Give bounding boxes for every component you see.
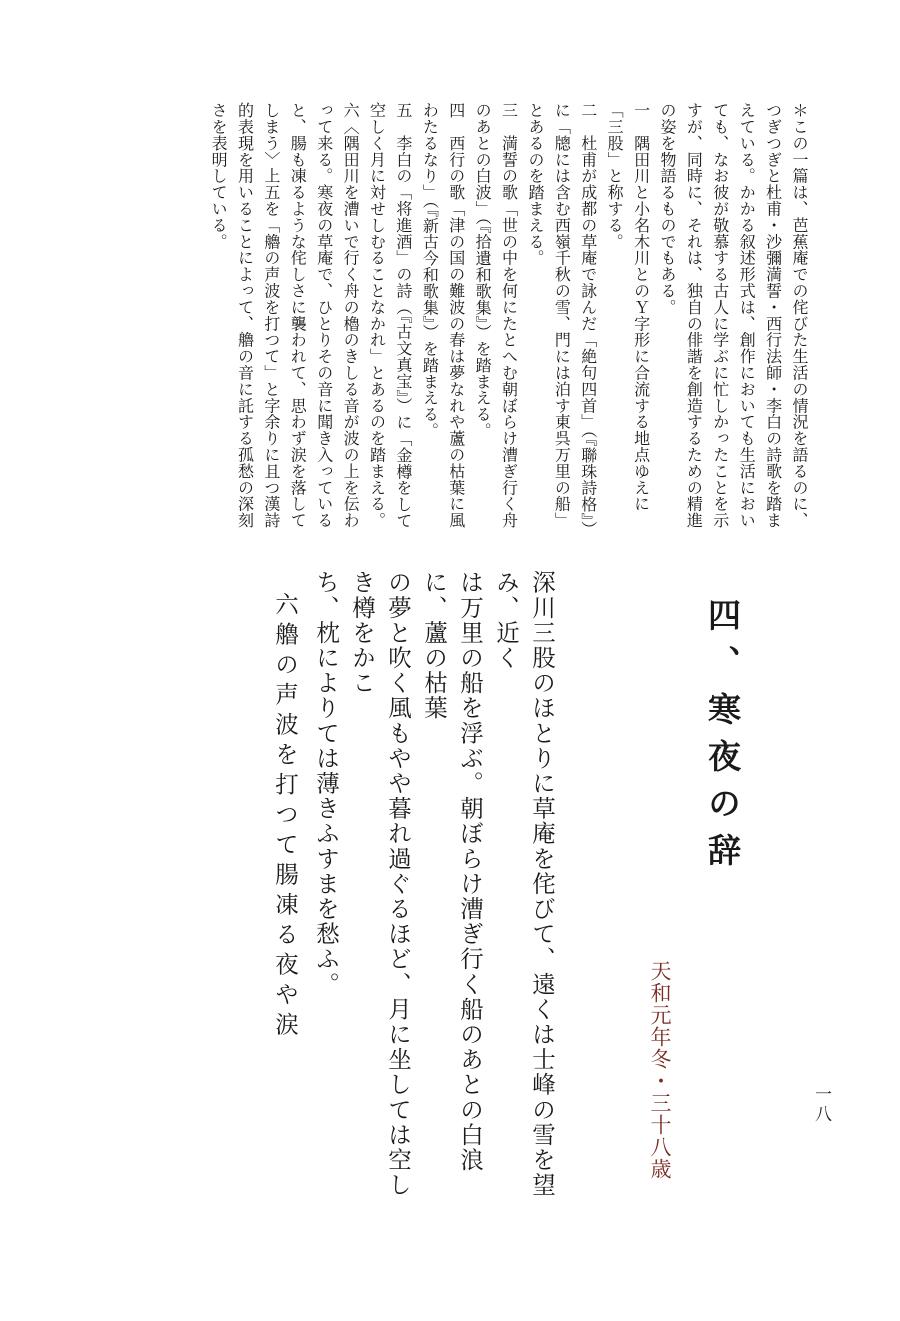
- annotation-notes: [205, 102, 812, 542]
- note-4: 四 西行の歌「津の国の難波の春は夢なれや蘆の枯葉に風わたるなり」（『新古今和歌集』）を踏まえる。: [420, 102, 466, 529]
- main-prose: [308, 570, 560, 1220]
- prose-line: の夢と吹く風もやや暮れ過ぐるほど、月に坐しては空しき樽をかこ: [348, 570, 412, 1198]
- prose-line: 深川三股のほとりに草庵を侘びて、遠くは士峰の雪を望み、近く: [492, 570, 556, 1198]
- note-3: 三 満誓の歌「世の中を何にたとへむ朝ぼらけ漕ぎ行く舟のあとの白波」（『拾遺和歌集』）を踏まえる。: [473, 102, 519, 529]
- note-5: 五 李白の「将進酒」の詩（『古文真宝』）に「金樽をして空しく月に対せしむることなかれ」とあるのを踏まえる。: [367, 102, 413, 529]
- prose-line: は万里の船を浮ぶ。朝ぼらけ漕ぎ行く船のあとの白浪に、蘆の枯葉: [420, 570, 484, 1173]
- note-6: 六〈隅田川を漕いで行く舟の櫓のきしる音が波の上を伝わって来る。寒夜の草庵で、ひとりその音に聞き入っていると、腸も凍るような侘しさに襲われて、思わず涙を落してしまう〉上五を「艪の声波を打つて」と字余りに且つ漢詩的表現を用いることによって、艪の音に託する孤愁の深刻さを表明している。: [209, 102, 361, 529]
- section-title: 四、寒夜の辞: [703, 598, 742, 880]
- note-summary: ＊この一篇は、芭蕉庵での侘びた生活の情況を語るのに、つぎつぎと杜甫・沙彌満誓・西行法師・李白の詩歌を踏まえている。かかる叙述形式は、創作においても生活においても、なお彼が敬慕する古人に学ぶに忙しかったことを示すが、同時に、それは、独自の俳諧を創造するための精進の姿を物語るものでもある。: [657, 102, 809, 529]
- page-number: 一八: [811, 1085, 831, 1125]
- composition-date: 天和元年冬・三十八歳: [648, 960, 672, 1180]
- note-1: 一 隅田川と小名木川とのＹ字形に合流する地点ゆえに「三股」と称する。: [605, 102, 651, 512]
- prose-line: ち、枕によりては薄きふすまを愁ふ。: [312, 570, 340, 997]
- haiku: 六艪の声波を打つて腸凍る夜や涙: [271, 592, 299, 1042]
- note-2: 二 杜甫が成都の草庵で詠んだ「絶句四首」（『聯珠詩格』）に「牕には含む西嶺千秋の雪、門には泊す東呉万里の船」とあるのを踏まえる。: [525, 102, 598, 538]
